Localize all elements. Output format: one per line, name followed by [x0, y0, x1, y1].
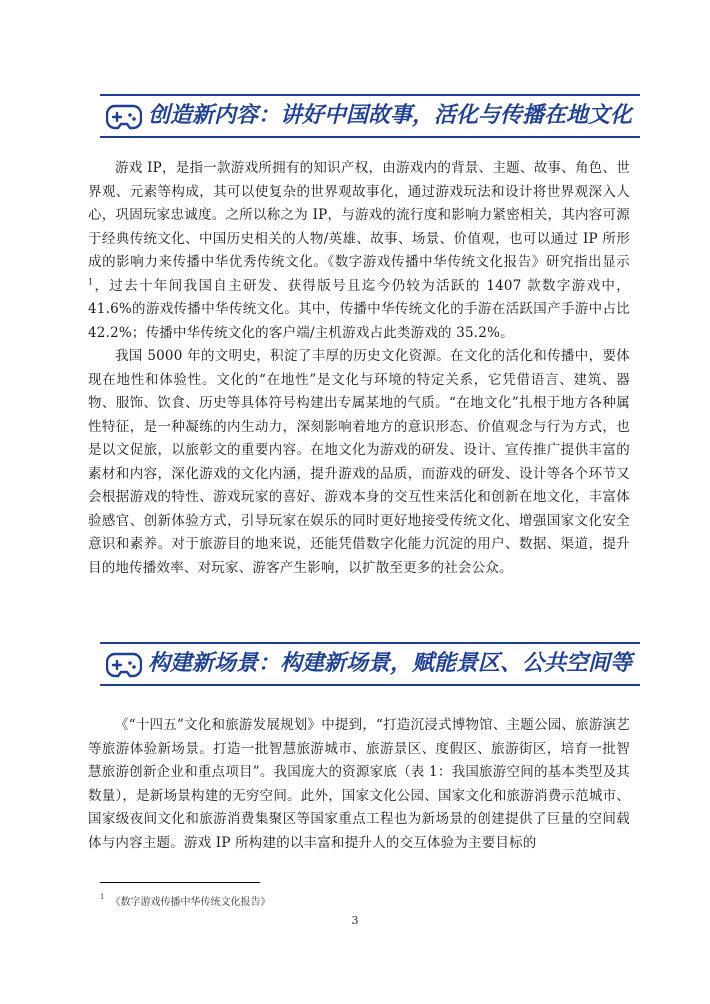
- gamepad-icon: [106, 100, 142, 132]
- section-header-1: [100, 94, 640, 138]
- gamepad-icon: [106, 648, 142, 680]
- footnote-ref[interactable]: 1: [88, 277, 94, 286]
- paragraph-text: 游戏 IP，是指一款游戏所拥有的知识产权，由游戏内的背景、主题、故事、角色、世界观、元素等构成，其可以使复杂的世界观故事化，通过游戏玩法和设计将世界观深入人心，巩固玩家忠诚度。之所以称之为 IP，与游戏的流行度和影响力紧密相关，其内容可源于经典传统文化、中国历史相关的人物/英雄、故事、场景、价值观，也可以通过 IP 所形成的影响力来传播中华优秀传统文化。《数字游戏传播中华传统文化报告》研究指出显示: [88, 160, 630, 270]
- footnote: [100, 893, 270, 908]
- section-1-body: [88, 157, 630, 580]
- footnote-mark: 1: [100, 893, 105, 901]
- paragraph-text: ，过去十年间我国自主研发、获得版号且迄今仍较为活跃的 1407 款数字游戏中，41.6%的游戏传播中华传统文化。其中，传播中华传统文化的手游在活跃国产手游中占比 42.2%；传播中华传统文化的客户端/主机游戏占此类游戏的 35.2%。: [88, 277, 630, 341]
- divider: [100, 684, 640, 686]
- section-title: 创造新内容：讲好中国故事，活化与传播在地文化: [148, 103, 633, 128]
- page-number: 3: [351, 914, 359, 927]
- footnote-divider: [100, 882, 260, 883]
- divider: [100, 642, 640, 644]
- paragraph: [88, 157, 630, 345]
- paragraph: 我国 5000 年的文明史，积淀了丰厚的历史文化资源。在文化的活化和传播中，要体现在地性和体验性。文化的“在地性”是文化与环境的特定关系，它凭借语言、建筑、器物、服饰、饮食、历史等具体符号构建出专属某地的气质。“在地文化”扎根于地方各种属性特征，是一种凝练的内生动力，深刻影响着地方的意识形态、价值观念与行为方式，也是以文促旅，以旅彰文的重要内容。在地文化为游戏的研发、设计、宣传推广提供丰富的素材和内容，深化游戏的文化内涵，提升游戏的品质，而游戏的研发、设计等各个环节又会根据游戏的特性、游戏玩家的喜好、游戏本身的交互性来活化和创新在地文化，丰富体验感官、创新体验方式，引导玩家在娱乐的同时更好地接受传统文化、增强国家文化安全意识和素养。对于旅游目的地来说，还能凭借数字化能力沉淀的用户、数据、渠道，提升目的地传播效率、对玩家、游客产生影响，以扩散至更多的社会公众。: [88, 348, 630, 576]
- divider: [100, 94, 640, 96]
- section-2-body: [88, 714, 630, 855]
- section-title: 构建新场景：构建新场景，赋能景区、公共空间等: [148, 651, 633, 676]
- footnote-text: 《数字游戏传播中华传统文化报告》: [110, 897, 271, 908]
- section-header-2: [100, 642, 640, 686]
- paragraph: 《“十四五”文化和旅游发展规划》中提到，“打造沉浸式博物馆、主题公园、旅游演艺等旅游体验新场景。打造一批智慧旅游城市、旅游景区、度假区、旅游街区，培育一批智慧旅游创新企业和重点项目”。我国庞大的资源家底（表 1：我国旅游空间的基本类型及其数量），是新场景构建的无穷空间。此外，国家文化公园、国家文化和旅游消费示范城市、国家级夜间文化和旅游消费集聚区等国家重点工程也为新场景的创建提供了巨量的空间载体与内容主题。游戏 IP 所构建的以丰富和提升人的交互体验为主要目标的: [88, 717, 630, 851]
- divider: [100, 136, 640, 138]
